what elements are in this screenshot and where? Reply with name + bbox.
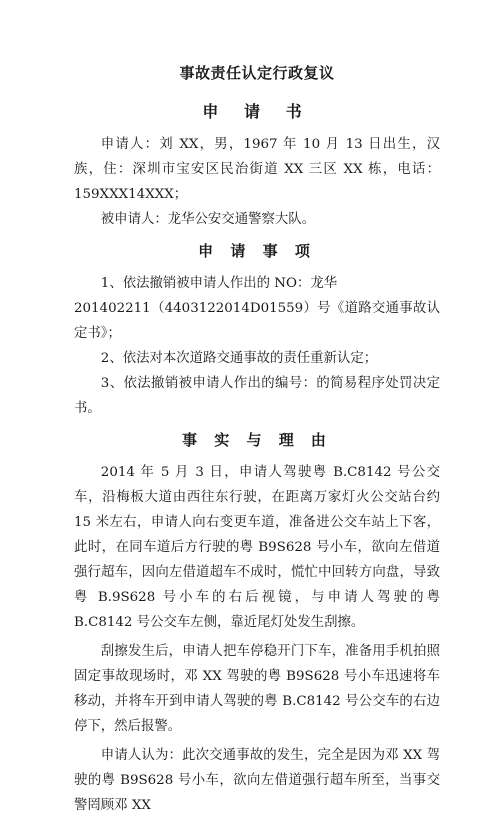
facts-paragraph: 申请人认为：此次交通事故的发生，完全是因为邓 XX 驾驶的粤 B9S628 号小车，欲向左借道强行超车所至，当事交警罔顾邓 XX xyxy=(74,748,440,813)
respondent-paragraph: 被申请人：龙华公安交通警察大队。 xyxy=(100,212,316,227)
section-heading-facts: 事 实 与 理 由 xyxy=(182,431,332,449)
request-item: 1、依法撤销被申请人作出的 NO：龙华 xyxy=(100,276,338,291)
applicant-paragraph: 申请人：刘 XX，男，1967 年 10 月 13 日出生，汉族，住：深圳市宝安区民治街道 XX 三区 XX 栋，电话：159XXX14XXX； xyxy=(74,137,440,202)
section-heading-application: 申 请 书 xyxy=(202,102,312,121)
request-item: 3、依法撤销被申请人作出的编号：的简易程序处罚决定书。 xyxy=(74,376,440,416)
document-title: 事故责任认定行政复议 xyxy=(179,64,335,82)
request-item: 2、依法对本次道路交通事故的责任重新认定； xyxy=(100,351,378,366)
request-item: 201402211（4403122014D01559）号《道路交通事故认定书》； xyxy=(74,301,440,341)
facts-paragraph: 刮擦发生后，申请人把车停稳开门下车，准备用手机拍照固定事故现场时，邓 XX 驾驶的粤 B9S628 号小车迅速将车移动，并将车开到申请人驾驶的粤 B.C8142 号公交车的右边停下，然后报警。 xyxy=(74,644,440,734)
section-heading-requests: 申 请 事 项 xyxy=(198,242,316,260)
facts-paragraph: 2014 年 5 月 3 日，申请人驾驶粤 B.C8142 号公交车，沿梅板大道由西往东行驶，在距离万家灯火公交站台约 15 米左右，申请人向右变更车道，准备进公交车站上下客，此时，在同车道后方行驶的粤 B9S628 号小车，欲向左借道强行超车，因向左借道超车不成时，慌忙中回转方向盘，导致粤 B.9S628 号小车的右后视镜，与申请人驾驶的粤 B.C8142 号公交车左侧，靠近尾灯处发生刮擦。 xyxy=(74,465,440,630)
